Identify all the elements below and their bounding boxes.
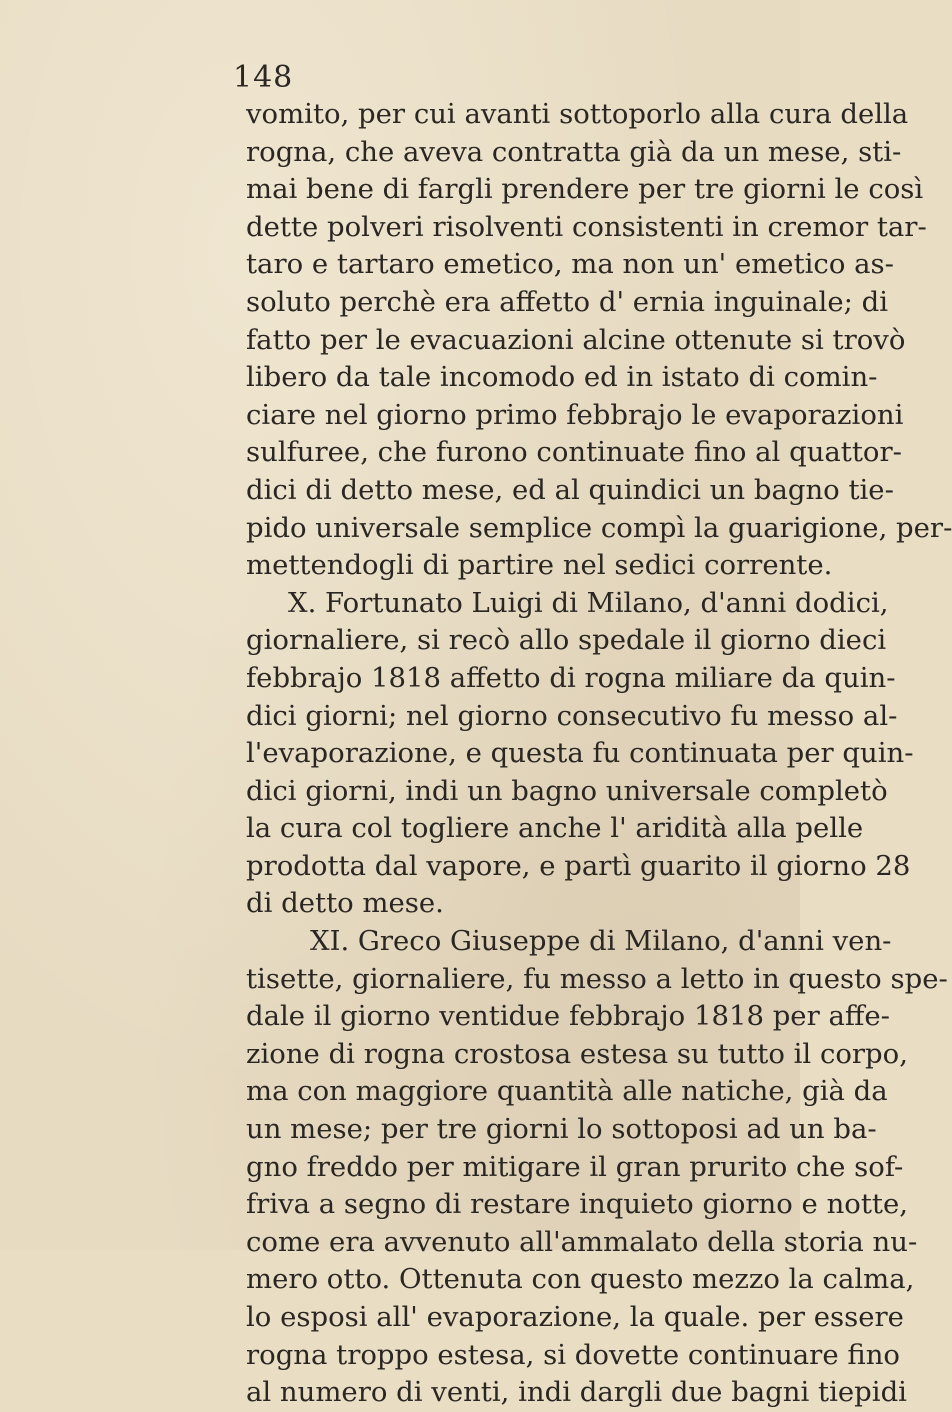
text-line: pido universale semplice compì la guarigione, per- (246, 511, 952, 544)
text-line: dale il giorno ventidue febbrajo 1818 per affe- (246, 1000, 890, 1033)
text-line: dici giorni; nel giorno consecutivo fu messo al- (246, 699, 898, 732)
text-line: sulfuree, che furono continuate fino al quattor- (246, 436, 902, 469)
body-text (246, 96, 952, 1412)
text-line: gno freddo per mitigare il gran prurito che sof- (246, 1150, 904, 1183)
text-line: lo esposi all' evaporazione, la quale. per essere (246, 1301, 904, 1333)
text-line: dici di detto mese, ed al quindici un bagno tie- (246, 473, 894, 506)
text-line: libero da tale incomodo ed in istato di comin- (246, 361, 878, 394)
text-line: rogna troppo estesa, si dovette continuare fino (246, 1338, 900, 1371)
text-line: zione di rogna crostosa estesa su tutto il corpo, (246, 1037, 908, 1070)
text-line: dette polveri risolventi consistenti in cremor tar- (246, 210, 927, 243)
text-line: taro e tartaro emetico, ma non un' emetico as- (246, 248, 894, 281)
page-number: 148 (233, 60, 294, 95)
text-line: mettendogli di partire nel sedici corrente. (246, 549, 833, 582)
text-line: fatto per le evacuazioni alcine ottenute si trovò (246, 323, 906, 356)
text-line: febbrajo 1818 affetto di rogna miliare da quin- (246, 661, 896, 694)
text-line: soluto perchè era affetto d' ernia inguinale; di (246, 285, 889, 318)
text-line: giornaliere, si recò allo spedale il giorno dieci (246, 624, 887, 657)
text-line: mero otto. Ottenuta con questo mezzo la calma, (246, 1263, 915, 1296)
text-line: come era avvenuto all'ammalato della storia nu- (246, 1225, 918, 1258)
text-line: la cura col togliere anche l' aridità alla pelle (246, 812, 864, 845)
text-line: di detto mese. (246, 887, 444, 920)
text-line: ma con maggiore quantità alle natiche, già da (246, 1075, 888, 1108)
text-line: prodotta dal vapore, e partì guarito il giorno 28 (246, 849, 911, 882)
text-line: rogna, che aveva contratta già da un mese, sti- (246, 135, 902, 168)
text-line: dici giorni, indi un bagno universale completò (246, 774, 888, 807)
text-line: al numero di venti, indi dargli due bagni tiepidi (246, 1376, 907, 1409)
text-line: XI. Greco Giuseppe di Milano, d'anni ven- (310, 925, 892, 958)
text-line: X. Fortunato Luigi di Milano, d'anni dodici, (288, 586, 889, 619)
text-line: vomito, per cui avanti sottoporlo alla cura della (246, 98, 909, 130)
text-line: un mese; per tre giorni lo sottoposi ad un ba- (246, 1113, 877, 1146)
text-line: ciare nel giorno primo febbrajo le evaporazioni (246, 398, 904, 431)
text-line: l'evaporazione, e questa fu continuata per quin- (246, 737, 914, 770)
text-line: mai bene di fargli prendere per tre giorni le così (246, 173, 924, 206)
text-line: tisette, giornaliere, fu messo a letto in questo spe- (246, 962, 948, 995)
text-line: friva a segno di restare inquieto giorno e notte, (246, 1188, 908, 1221)
